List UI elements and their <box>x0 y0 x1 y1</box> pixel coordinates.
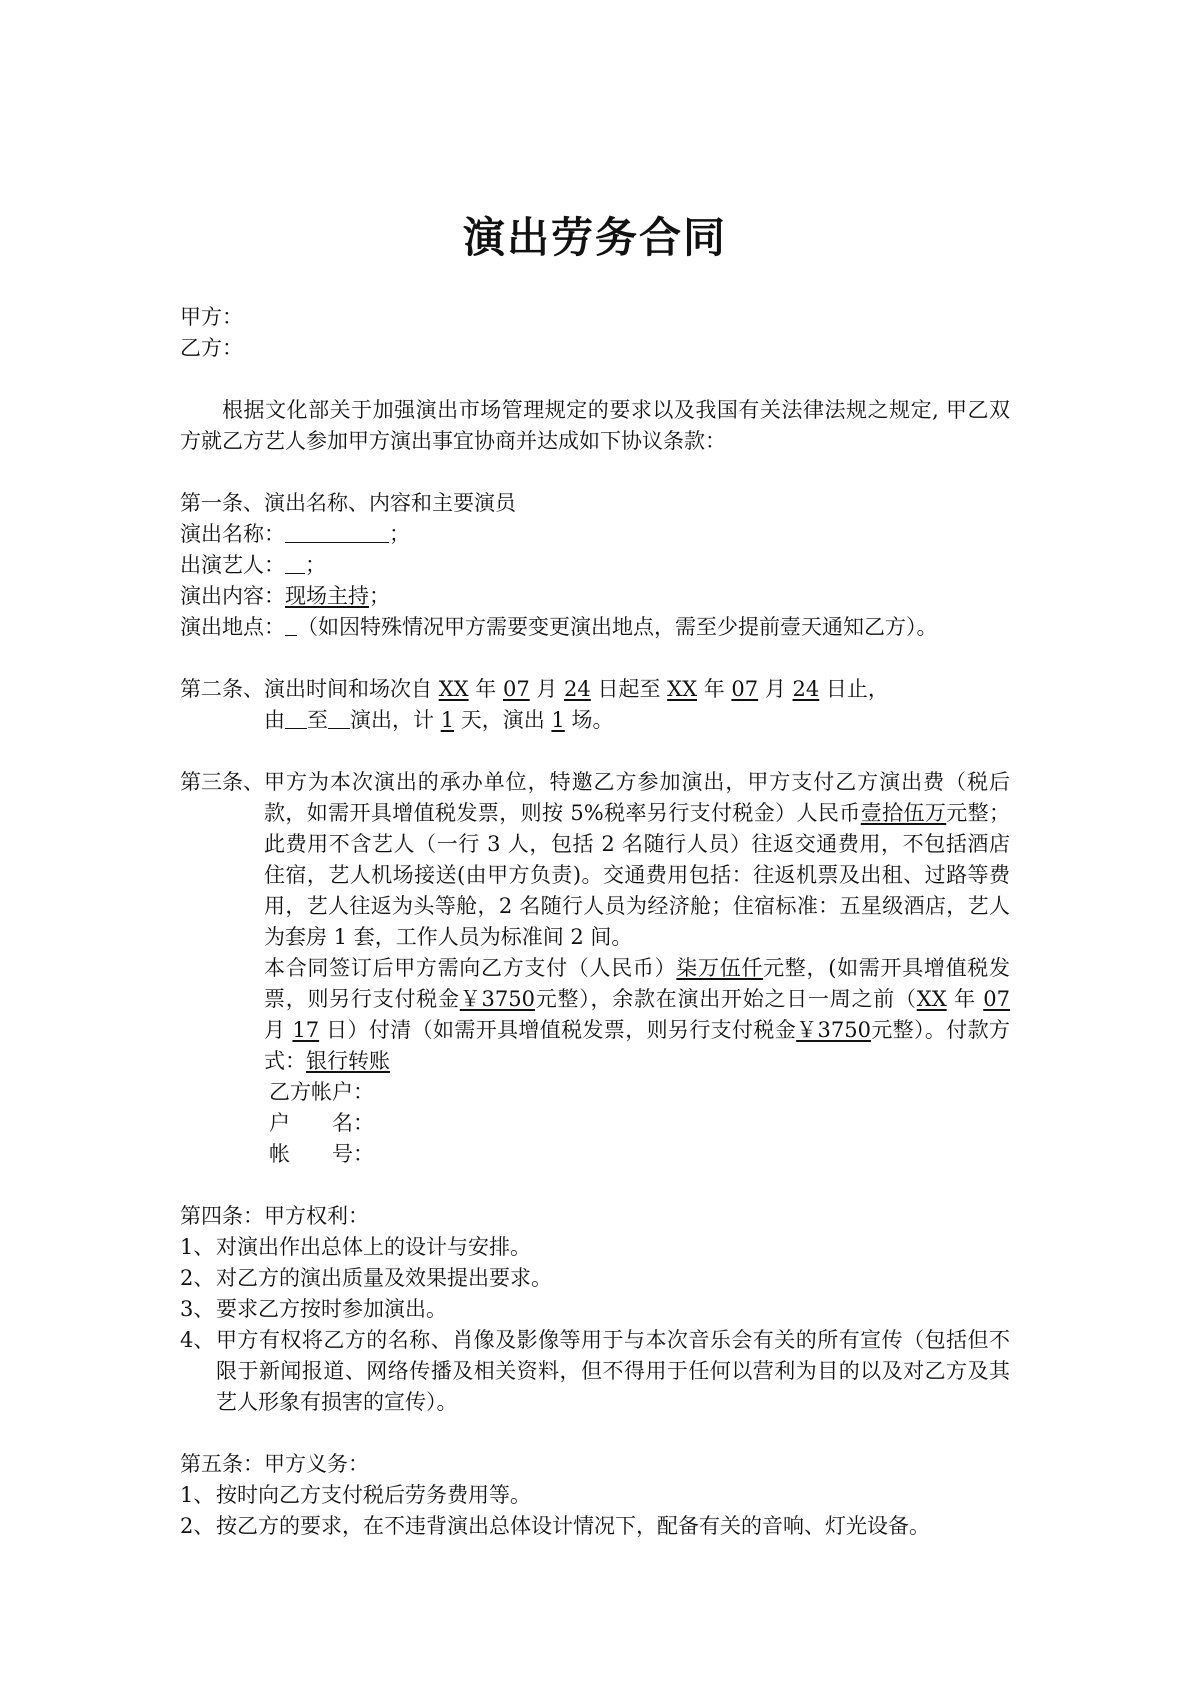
content-label: 演出内容： <box>180 584 285 608</box>
start-month: 07 <box>502 677 530 701</box>
clause3 <box>180 767 1010 1170</box>
performance-name-label: 演出名称： <box>180 522 285 546</box>
account-name-label: 户 名： <box>269 1111 374 1135</box>
clause4-heading: 第四条：甲方权利： <box>180 1204 369 1228</box>
document-title: 演出劳务合同 <box>462 213 727 262</box>
end-month: 07 <box>731 677 759 701</box>
content-value: 现场主持 <box>285 584 369 608</box>
performance-name-blank <box>285 522 389 543</box>
content-line: 演出内容：现场主持； <box>180 584 390 608</box>
account-title: 乙方帐户： <box>269 1080 374 1104</box>
list-item: 2、 对乙方的演出质量及效果提出要求。 <box>180 1266 552 1290</box>
due-day: 17 <box>292 1018 320 1042</box>
preamble: 根据文化部关于加强演出市场管理规定的要求以及我国有关法律法规之规定, 甲乙双方就乙方艺人参加甲方演出事宜协商并达成如下协议条款： <box>180 398 1010 453</box>
list-item: 4、 甲方有权将乙方的名称、肖像及影像等用于与本次音乐会有关的所有宣传（包括但不限于新闻报道、网络传播及相关资料，但不得用于任何以营利为目的以及对乙方及其艺人形象有损害的宣传）。 <box>180 1328 1010 1414</box>
deposit-amount: 柒万伍仟 <box>676 956 764 980</box>
start-year: XX <box>438 677 469 701</box>
artist-blank <box>285 553 305 574</box>
venue-note: （如因特殊情况甲方需要变更演出地点，需至少提前壹天通知乙方）。 <box>297 615 938 639</box>
start-day: 24 <box>564 677 591 701</box>
venue-blank <box>285 615 297 636</box>
tax-amount-2: ￥3750 <box>796 1018 871 1042</box>
clause3-paragraph2: 本合同签订后甲方需向乙方支付（人民币）柒万伍仟元整，(如需开具增值税发票，则另行支付税金￥3750元整），余款在演出开始之日一周之前（XX 年 07 月 17 日）付清（如需开具增值税发票，则另行支付税金￥3750元整）。付款方式：银行转账 <box>264 956 1011 1073</box>
shows-count: 1 <box>551 708 565 732</box>
list-item: 1、 对演出作出总体上的设计与安排。 <box>180 1235 531 1259</box>
account-number-label: 帐 号： <box>269 1142 374 1166</box>
days-count: 1 <box>440 708 455 732</box>
due-month: 07 <box>983 987 1010 1011</box>
list-item: 2、 按乙方的要求，在不违背演出总体设计情况下，配备有关的音响、灯光设备。 <box>180 1514 930 1538</box>
venue-line <box>180 612 1010 643</box>
time-to-blank <box>328 708 350 729</box>
clause2-line2: 由 至 演出，计 1 天，演出 1 场。 <box>264 708 614 732</box>
list-item: 1、 按时向乙方支付税后劳务费用等。 <box>180 1483 531 1507</box>
end-day: 24 <box>792 677 820 701</box>
end-year: XX <box>667 677 698 701</box>
clause1-heading: 第一条、演出名称、内容和主要演员 <box>180 491 516 515</box>
artist-line: 出演艺人： ； <box>180 553 326 577</box>
artist-label: 出演艺人： <box>180 553 285 577</box>
performance-name-line: 演出名称： ； <box>180 522 410 546</box>
clause2-line1: 第二条、演出时间和场次自 XX 年 07 月 24 日起至 XX 年 07 月 24 日止， <box>180 677 889 701</box>
fee-total: 壹拾伍万 <box>860 801 947 825</box>
list-item: 3、 要求乙方按时参加演出。 <box>180 1297 447 1321</box>
clause5-heading: 第五条：甲方义务： <box>180 1452 369 1476</box>
clause3-paragraph1: 甲方为本次演出的承办单位，特邀乙方参加演出，甲方支付乙方演出费（税后款，如需开具增值税发票，则按 5%税率另行支付税金）人民币壹拾伍万元整；此费用不含艺人（一行 3 人，包括 2 名随行人员）往返交通费用，不包括酒店住宿，艺人机场接送(由甲方负责)。交通费用包括：往返机票及出租、过路等费用，艺人往返为头等舱，2 名随行人员为经济舱；住宿标准：五星级酒店，艺人为套房 1 套，工作人员为标准间 2 间。 <box>264 770 1010 949</box>
party-b-line: 乙方： <box>180 336 243 360</box>
clause3-heading: 第三条、 <box>180 770 264 794</box>
venue-label: 演出地点： <box>180 615 285 639</box>
party-a-line: 甲方： <box>180 305 243 329</box>
due-year: XX <box>916 987 947 1011</box>
tax-amount-1: ￥3750 <box>459 987 535 1011</box>
time-from-blank <box>285 708 307 729</box>
payment-method: 银行转账 <box>306 1049 390 1073</box>
document-body <box>180 302 1010 1542</box>
